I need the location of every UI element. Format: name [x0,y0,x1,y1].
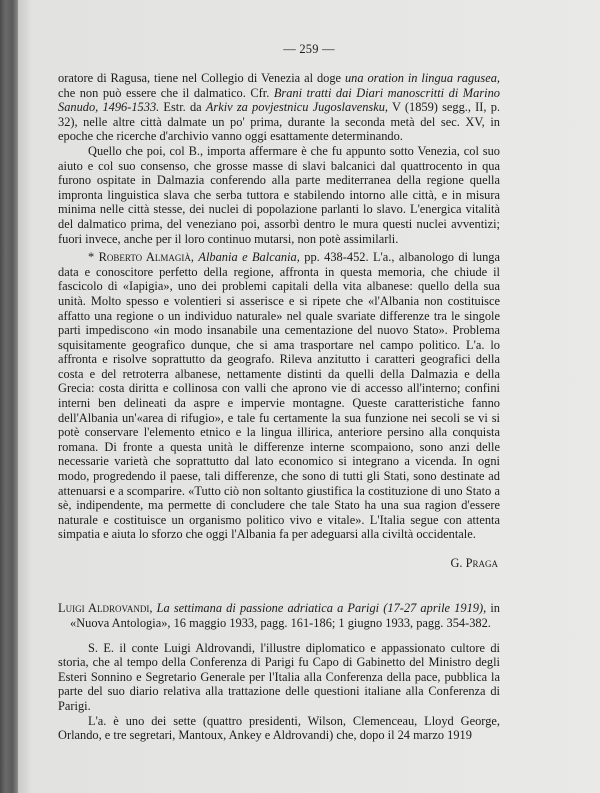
review-title: La settimana di passione adriatica a Parigi (17-27 aprile 1919), [156,600,487,615]
review-heading-aldrovandi [58,601,500,631]
page-number: — 259 — [283,42,335,56]
review-source: «Nuova Antologia», 16 maggio 1933, pagg. 161-186; 1 giugno 1933, pagg. 354-382. [70,615,491,630]
review-almagia [58,250,500,542]
italic-title: Brani tratti dai Diari manoscritti di Marino Sanudo, 1496-1533. [58,85,500,115]
text-run: in [486,600,500,615]
text-run: V (1859) segg., II, p. 32), nelle altre città dalmate un po' prima, durante la seconda metà del sec. XV, in epoche che ricerche d'archivio vanno oggi esattamente determinando. [58,100,500,144]
paragraph: L'a. è uno dei sette (quattro presidenti, Wilson, Clemenceau, Lloyd George, Orlando, e tre segretari, Mantoux, Ankey e Aldrovandi) che, dopo il 24 marzo 1919 [58,713,500,743]
review-signature: G. Praga [450,556,498,570]
paragraph: S. E. il conte Luigi Aldrovandi, l'illustre diplomatico e appassionato cultore di storia, che al tempo della Conferenza di Parigi fu Capo di Gabinetto del Ministro degli Esteri Sonnino e Segretario Generale per l'Italia alla Conferenza della pace, pubblica la parte del suo diario relativa alla trattazione delle questioni italiane alla Conferenza di Parigi. [58,640,500,713]
italic-title: Arkiv za povjestnicu Jugoslavensku, [205,100,389,115]
review-author: Roberto Almagià [98,250,191,265]
book-page [18,0,600,793]
review-title: Albania e Balcania, [198,250,300,265]
italic-quote: una oration in lingua ragusea, [344,71,500,85]
text-run: che non può essere che il dalmatico. Cfr. [58,85,274,100]
paragraph-quello: Quello che poi, col B., importa affermare è che fu appunto sotto Venezia, col suo aiuto e col suo consenso, che grosse masse di slavi balcanici dal quattrocento in qua furono ospitate in Dalmazia conferendo alla parte mediterranea della regione quella impronta linguistica slava che serba tuttora e stabilendo intorno alle città, e in misura minima nelle città stesse, dei nuclei di popolazione parlanti lo slavo. L'energica vitalità del dalmatico prima, del veneziano poi, assorbì dentro le mura questi nuclei avventizi; fuori invece, anche per il loro continuo mutarsi, non potè assimilarli. [58,143,500,246]
text-run: Estr. da [159,100,206,115]
text-run: oratore di Ragusa, tiene nel Collegio di Venezia al doge [58,71,345,85]
page-text-flow [58,71,500,743]
continued-paragraph [58,71,500,144]
asterisk-marker: * [88,250,99,265]
separator: , [190,250,199,265]
review-author: Luigi Aldrovandi [58,600,150,615]
book-binding-edge [0,0,18,793]
review-body: pp. 438-452. L'a., albanologo di lunga data e conoscitore perfetto della regione, affronta in questa memoria, che chiude il fascicolo di «Iapigia», uno dei problemi capitali della vita albanese: quello della sua unità. Molto spesso e volentieri si asserisce e si ripete che «l'Albania non costituisce affatto una regione o un individuo naturale» nel quale svariate differenze tra le singole parti impediscono «in modo insanabile una cementazione del nuovo Stato». Problema squisitamente geografico dunque, che si ama trasportare nel campo politico. L'a. lo affronta e risolve soprattutto da geografo. Rileva anzitutto i caratteri geografici della costa e del retroterra albanese, nettamente distinti da quelli della Dalmazia e della Grecia: costa diritta e collinosa con valli che aprono vie di accesso all'interno; confini interni ben delineati da aspre e impervie montagne. Queste caratteristiche fanno dell'Albania un'«area di rifugio», e tale fu certamente la sua funzione nei secoli se vi si potè conservare l'elemento etnico e la lingua illirica, anteriore persino alla conquista romana. Di fronte a questa unità le differenze interne scompaiono, sono anzi delle necessarie varietà che soprattutto dal lato economico si integrano a vicenda. In ogni modo, progredendo il paese, tali differenze, che sono di tutti gli Stati, sono destinate ad attenuarsi e a scomparire. «Tutto ciò non soltanto giustifica la costituzione di uno Stato a sè, indipendente, ma permette di concludere che tale Stato ha una sua ragion d'essere naturale e costituisce un organismo politico vivo e vitale». L'Italia segue con attenta simpatia e aiuta lo sforzo che oggi l'Albania fa per adeguarsi alla civiltà occidentale. [58,250,500,542]
separator: , [149,600,157,615]
